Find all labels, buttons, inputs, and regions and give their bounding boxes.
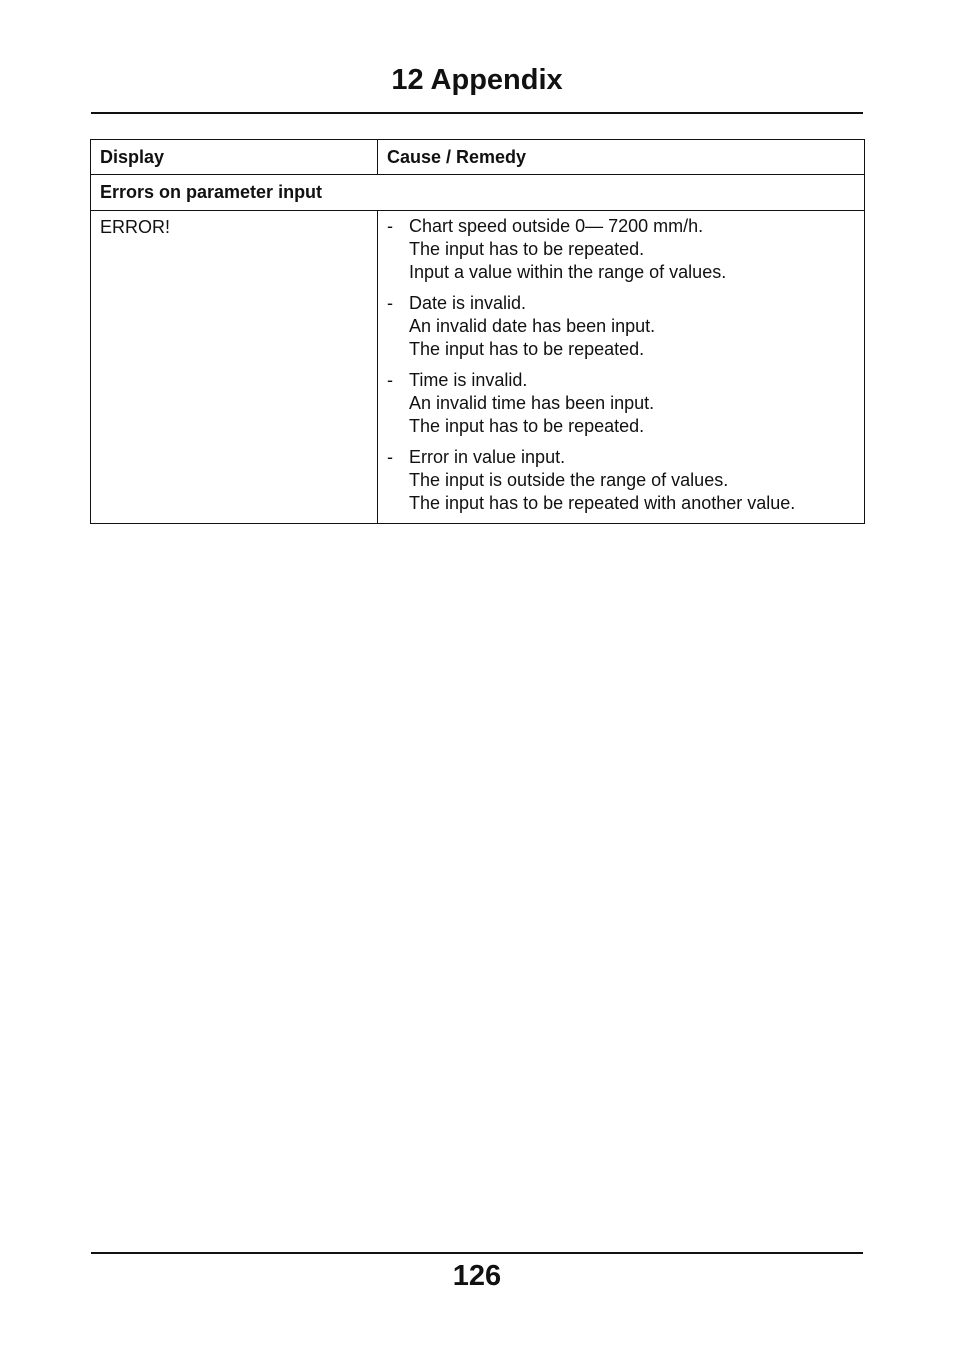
bullet-dash: - — [387, 216, 393, 236]
cause-remedy-cell — [378, 211, 865, 524]
cause-lines — [409, 369, 855, 438]
cause-item-date-invalid — [387, 292, 855, 361]
cause-item-value-input — [387, 446, 855, 515]
cause-line: Input a value within the range of values. — [409, 262, 727, 282]
bullet-dash: - — [387, 370, 393, 390]
group-row — [91, 175, 865, 211]
table-row — [91, 211, 865, 524]
cause-line: The input is outside the range of values. — [409, 470, 729, 490]
cause-line: An invalid date has been input. — [409, 316, 656, 336]
table-header-row — [91, 140, 865, 175]
cause-item-chart-speed — [387, 215, 855, 284]
cause-line: The input has to be repeated with another value. — [409, 493, 796, 513]
group-title: Errors on parameter input — [91, 175, 865, 211]
bullet-dash: - — [387, 293, 393, 313]
column-header-cause-remedy: Cause / Remedy — [378, 140, 865, 175]
cause-lines — [409, 446, 855, 515]
cause-line: Date is invalid. — [409, 293, 527, 313]
page-number: 126 — [452, 1260, 502, 1292]
cause-line: The input has to be repeated. — [409, 239, 645, 259]
display-cell: ERROR! — [91, 211, 378, 524]
column-header-display: Display — [91, 140, 378, 175]
cause-line: The input has to be repeated. — [409, 339, 645, 359]
cause-line: Chart speed outside 0— 7200 mm/h. — [409, 216, 704, 236]
page-title: 12 Appendix — [391, 64, 563, 96]
bullet-dash: - — [387, 447, 393, 467]
error-table — [90, 139, 865, 524]
footer-divider — [91, 1252, 863, 1254]
cause-line: Error in value input. — [409, 447, 566, 467]
cause-item-time-invalid — [387, 369, 855, 438]
cause-line: Time is invalid. — [409, 370, 528, 390]
header-divider — [91, 112, 863, 114]
cause-line: The input has to be repeated. — [409, 416, 645, 436]
cause-line: An invalid time has been input. — [409, 393, 655, 413]
cause-lines — [409, 215, 855, 284]
cause-lines — [409, 292, 855, 361]
